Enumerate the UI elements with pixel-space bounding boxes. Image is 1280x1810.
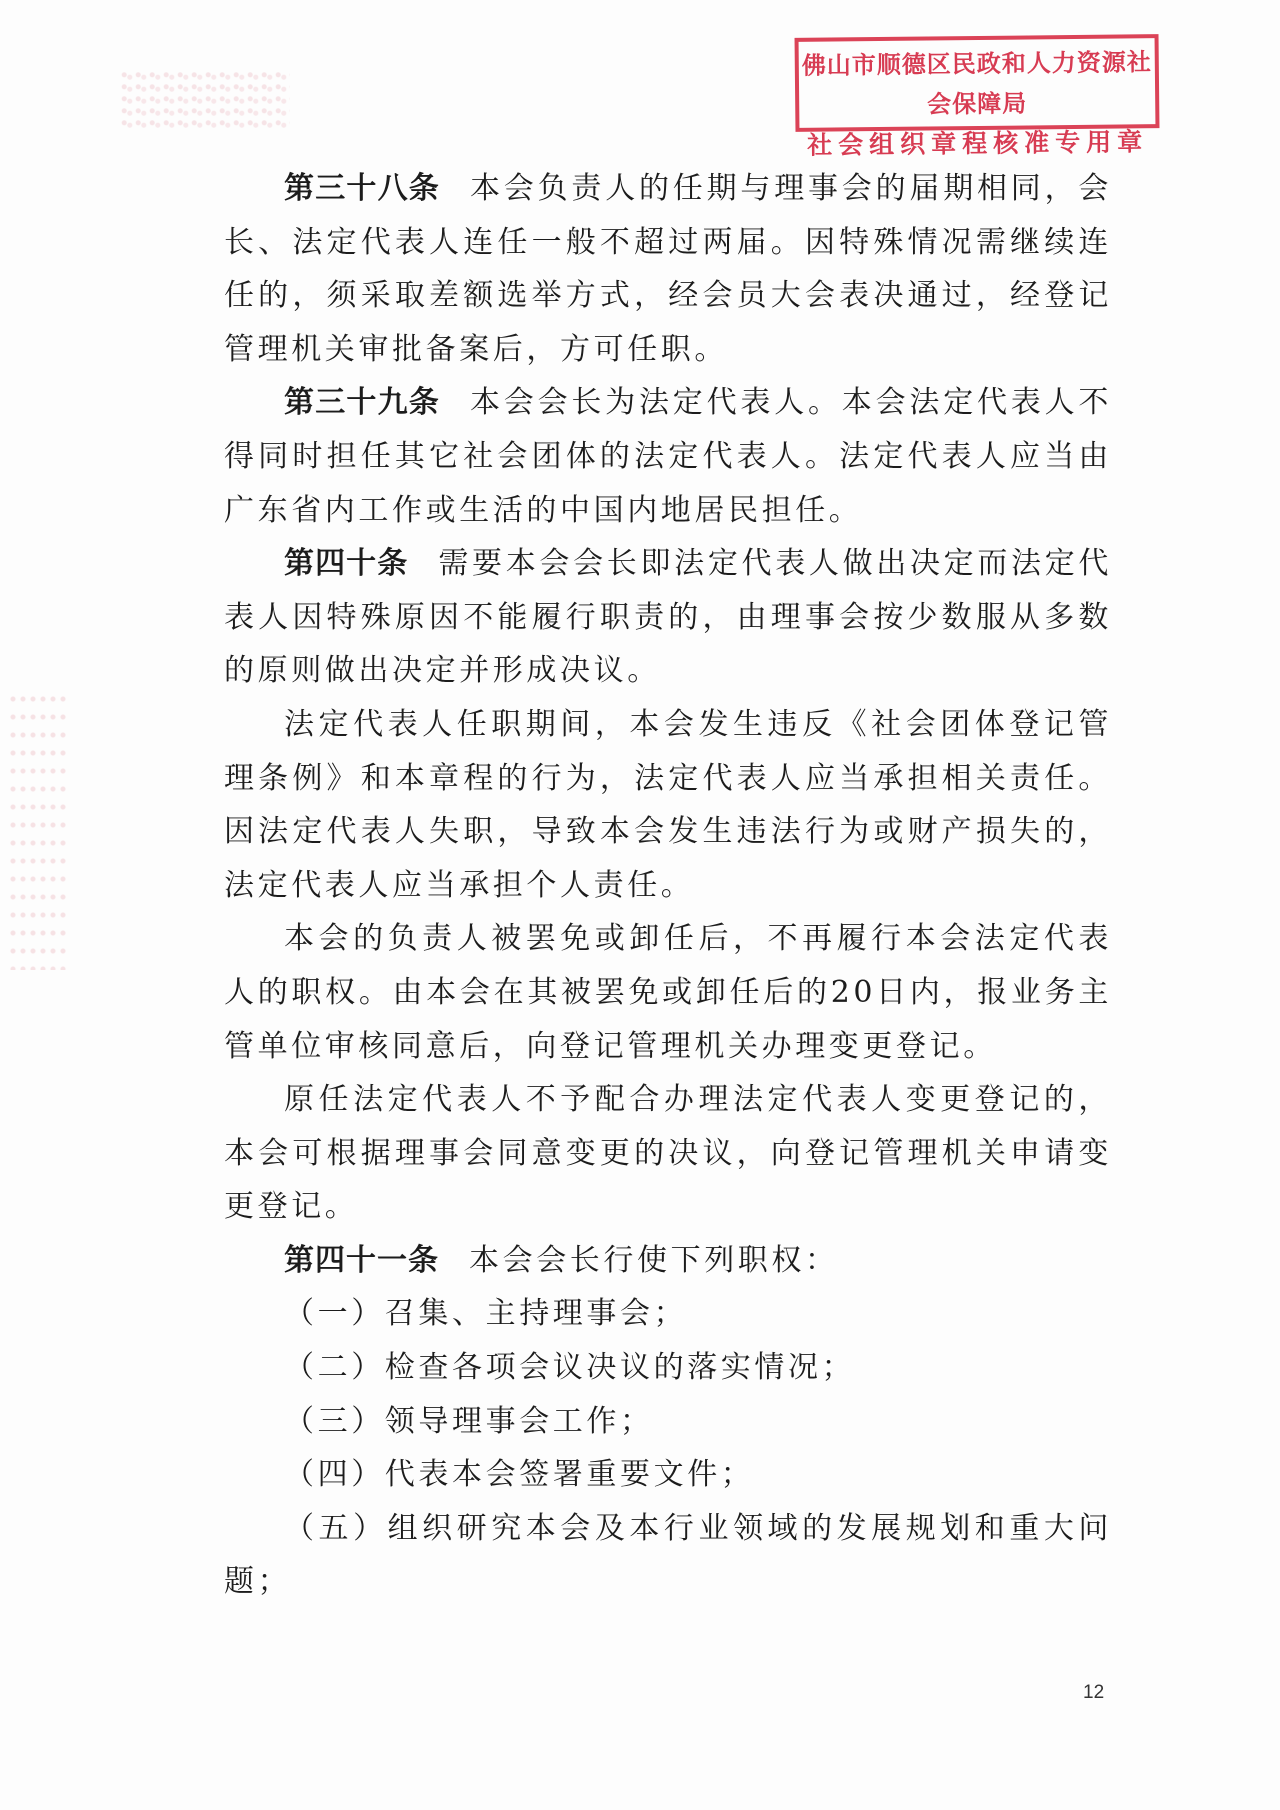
duty-list-item: （三）领导理事会工作； bbox=[284, 1403, 654, 1439]
body-paragraph bbox=[224, 698, 1112, 912]
body-paragraph bbox=[224, 912, 1112, 1073]
seal-line-1: 佛山市顺德区民政和人力资源社会保障局 bbox=[801, 48, 1152, 119]
paragraph-text: 原任法定代表人不予配合办理法定代表人变更登记的，本会可根据理事会同意变更的决议，向登记管理机关申请变更登记。 bbox=[224, 1082, 1112, 1225]
paragraph-text: 本会的负责人被罢免或卸任后，不再履行本会法定代表人的职权。由本会在其被罢免或卸任后的20日内，报业务主管单位审核同意后，向登记管理机关办理变更登记。 bbox=[224, 921, 1112, 1064]
article-paragraph bbox=[224, 376, 1112, 537]
article-paragraph bbox=[224, 162, 1112, 376]
duty-list-item: （二）检查各项会议决议的落实情况； bbox=[284, 1350, 856, 1386]
binding-edge-mark bbox=[8, 690, 68, 970]
article-paragraph bbox=[224, 1234, 1112, 1288]
paragraph-text: 本会负责人的任期与理事会的届期相同，会长、法定代表人连任一般不超过两届。因特殊情况需继续连任的，须采取差额选举方式，经会员大会表决通过，经登记管理机关审批备案后，方可任职。 bbox=[224, 171, 1112, 367]
body-paragraph bbox=[224, 1073, 1112, 1234]
faded-seal-mark bbox=[120, 70, 290, 130]
page-number: 12 bbox=[1083, 1682, 1105, 1703]
duty-list-item: （五）组织研究本会及本行业领域的发展规划和重大问题； bbox=[224, 1510, 1112, 1600]
article-paragraph bbox=[224, 537, 1112, 698]
paragraph-text: 本会会长为法定代表人。本会法定代表人不得同时担任其它社会团体的法定代表人。法定代表人应当由广东省内工作或生活的中国内地居民担任。 bbox=[224, 385, 1112, 528]
duty-list-item: （一）召集、主持理事会； bbox=[284, 1296, 688, 1332]
duty-list-item: （四）代表本会签署重要文件； bbox=[284, 1457, 755, 1493]
seal-line-2: 社会组织章程核准专用章 bbox=[806, 127, 1149, 160]
paragraph-text: 本会会长行使下列职权： bbox=[469, 1242, 839, 1278]
article-number: 第四十条 bbox=[284, 546, 409, 582]
paragraph-text: 需要本会会长即法定代表人做出决定而法定代表人因特殊原因不能履行职责的，由理事会按少数服从多数的原则做出决定并形成决议。 bbox=[224, 546, 1113, 689]
article-number: 第三十九条 bbox=[284, 385, 440, 421]
paragraph-text: 法定代表人任职期间，本会发生违反《社会团体登记管理条例》和本章程的行为，法定代表人应当承担相关责任。因法定代表人失职，导致本会发生违法行为或财产损失的，法定代表人应当承担个人责任。 bbox=[224, 706, 1112, 903]
article-number: 第四十一条 bbox=[284, 1242, 439, 1278]
article-number: 第三十八条 bbox=[284, 171, 440, 206]
document-body bbox=[224, 162, 1112, 1609]
official-seal-stamp bbox=[795, 34, 1160, 160]
